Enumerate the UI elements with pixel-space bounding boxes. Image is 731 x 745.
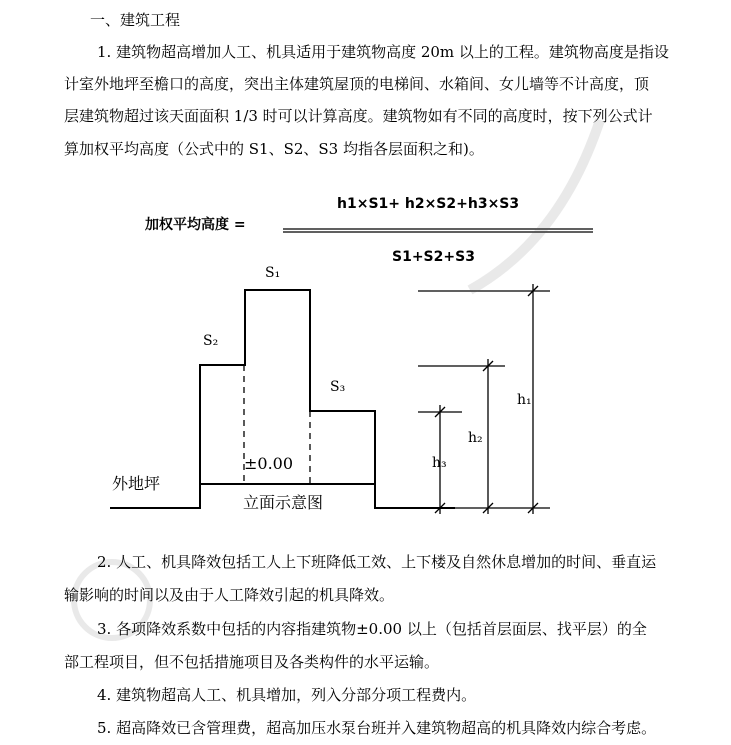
paragraph-1-line-3: 层建筑物超过该天面面积 1/3 时可以计算高度。建筑物如有不同的高度时，按下列公式计 [64, 107, 653, 125]
label-s1: S₁ [265, 265, 281, 281]
paragraph-1-line-4: 算加权平均高度（公式中的 S1、S2、S3 均指各层面积之和)。 [64, 140, 484, 158]
zero-level-label: ±0.00 [244, 454, 294, 473]
paragraph-3-line-2: 部工程项目，但不包括措施项目及各类构件的水平运输。 [64, 653, 440, 671]
paragraph-2-line-1: 2. 人工、机具降效包括工人上下班降低工效、上下楼及自然休息增加的时间、垂直运 [97, 553, 657, 571]
label-h1: h₁ [517, 392, 532, 408]
formula-label: 加权平均高度 = [145, 217, 246, 233]
formula-numerator: h1×S1+ h2×S2+h3×S3 [337, 196, 520, 212]
formula-denominator: S1+S2+S3 [392, 249, 475, 265]
paragraph-1-line-2: 计室外地坪至檐口的高度，突出主体建筑屋顶的电梯间、水箱间、女儿墙等不计高度，顶 [64, 75, 650, 93]
label-h2: h₂ [468, 430, 483, 446]
label-s2: S₂ [203, 333, 219, 349]
section-heading: 一、建筑工程 [90, 11, 181, 29]
label-h3: h₃ [432, 455, 447, 471]
paragraph-4: 4. 建筑物超高人工、机具增加，列入分部分项工程费内。 [97, 686, 477, 704]
paragraph-5: 5. 超高降效已含管理费，超高加压水泵台班并入建筑物超高的机具降效内综合考虑。 [97, 719, 657, 737]
paragraph-1-line-1: 1. 建筑物超高增加人工、机具适用于建筑物高度 20m 以上的工程。建筑物高度是指设 [97, 43, 669, 61]
building-outline [110, 290, 455, 508]
paragraph-3-line-1: 3. 各项降效系数中包括的内容指建筑物±0.00 以上（包括首层面层、找平层）的全 [97, 620, 647, 638]
paragraph-2-line-2: 输影响的时间以及由于人工降效引起的机具降效。 [64, 586, 395, 604]
label-s3: S₃ [330, 379, 346, 395]
diagram-caption: 立面示意图 [243, 493, 324, 512]
ground-label: 外地坪 [112, 474, 161, 493]
